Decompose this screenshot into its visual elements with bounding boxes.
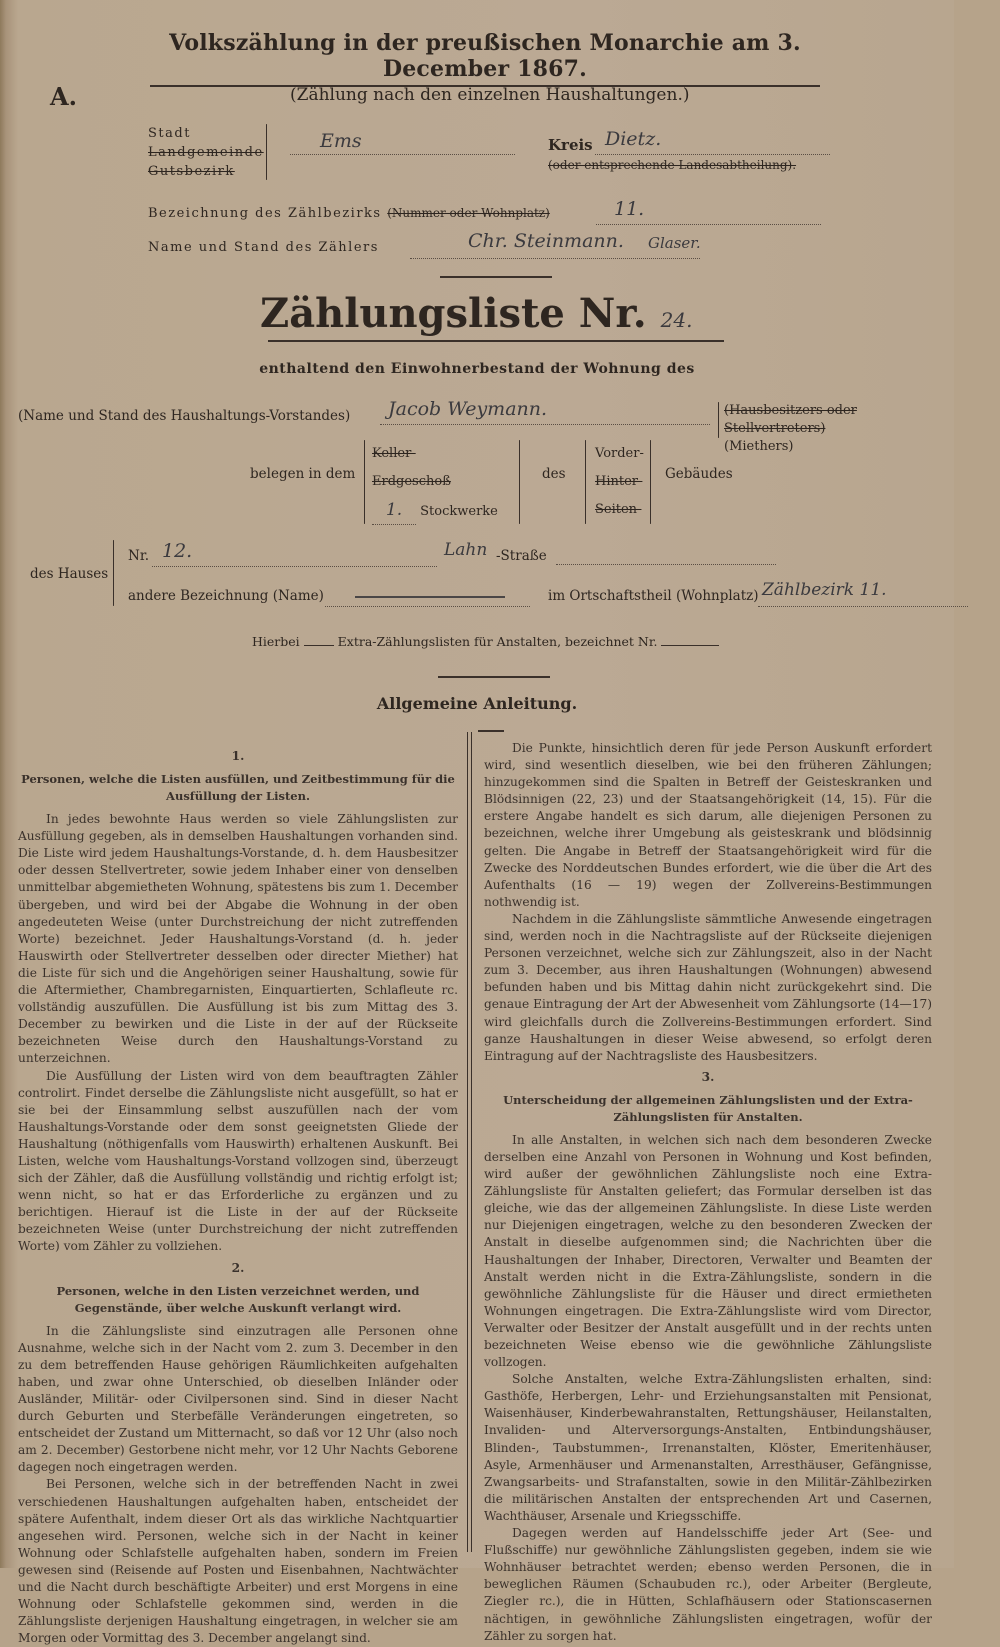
section-2-paragraph-1: In die Zählungsliste sind einzutragen alle Personen ohne Ausnahme, welche sich in der Nacht vom 2. zum 3. December in den zu dem betreffenden Hause gehörigen Räumlichkeiten aufgehalten haben, und zwar ohne Unterschied, ob dieselben Inländer oder Ausländer, Militär- oder Civilpersonen sind. Sind in dieser Nacht durch Geburten und Sterbefälle Veränderungen eingetreten, so entscheidet der Zustand um Mitternacht, so daß vor 12 Uhr (also noch am 2. December) Gestorbene nicht mehr, vor 12 Uhr Nachts Geborene dagegen noch eingetragen werden.	[18, 1323, 458, 1475]
section-2-paragraph-2: Bei Personen, welche sich in der betreffenden Nacht in zwei verschiedenen Haushaltungen aufgehalten haben, entscheidet der spätere Aufenthalt, indem dieser Ort als das wirkliche Nachtquartier angesehen wird. Personen, welche sich in der Nacht in keiner Wohnung oder Schlafstelle aufgehalten haben, sondern im Freien gewesen sind (Reisende auf Posten und Eisenbahnen, Nachtwächter und die Nacht durch beschäftigte Arbeiter) und erst Morgens in eine Wohnung oder Schlafstelle gekommen sind, werden in die Zählungsliste derjenigen Haushaltung eingetragen, in welcher sie am Morgen oder Vormittag des 3. December angelangt sind.	[18, 1477, 458, 1646]
building-brace-left	[585, 440, 586, 524]
kreis-value: Dietz.	[605, 128, 662, 150]
district-struck-note: (Nummer oder Wohnplatz)	[387, 206, 550, 220]
floor-option-stockwerke-label: Stockwerke	[420, 504, 498, 519]
list-contains-text: enthaltend den Einwohnerbestand der Wohnung des	[259, 361, 695, 377]
location-middle: des	[542, 466, 566, 482]
place-field[interactable]	[290, 132, 515, 155]
house-district-label: im Ortschaftstheil (Wohnplatz)	[548, 588, 759, 604]
house-nr-label: Nr.	[128, 548, 150, 564]
separator-rule-2	[438, 676, 550, 678]
house-other-label: andere Bezeichnung (Name)	[128, 588, 324, 604]
section-1-paragraph-2: Die Ausfüllung der Listen wird von dem beauftragten Zähler controlirt. Findet derselbe die Zählungsliste nicht ausgefüllt, so hat er sie bei der Einsammlung selbst auszufüllen nach der vom Haushaltungs-Vorstande oder dem sonst geeignetsten Gliede der Haushaltung (nöthigenfalls vom Hauswirth) erhaltenen Auskunft. Bei Listen, welche vom Haushaltungs-Vorstand vollzogen sind, überzeugt sich der Zähler, daß die Ausfüllung vollständig und richtig erfolgt ist; wenn nicht, so hat er das Erforderliche zu ergänzen und zu berichtigen. Hierauf ist die Liste in der auf der Rückseite bezeichneten Weise (unter Durchstreichung der nicht zutreffenden Worte) vom Zähler zu vollziehen.	[18, 1068, 458, 1254]
section-1-heading: Personen, welche die Listen ausfüllen, und Zeitbestimmung für die Ausfüllung der Listen.	[21, 772, 455, 804]
household-role-brace	[718, 402, 719, 438]
form-subtitle: (Zählung nach den einzelnen Haushaltungen.)	[290, 85, 690, 105]
list-heading-underline	[268, 340, 724, 342]
household-head-value: Jacob Weymann.	[388, 398, 548, 420]
district-field[interactable]	[596, 198, 821, 225]
section-2-number: 2.	[231, 1260, 245, 1275]
form-letter: A.	[50, 82, 77, 111]
extra-count-field[interactable]	[304, 645, 334, 646]
section-1-paragraph-1: In jedes bewohnte Haus werden so viele Zählungslisten zur Ausfüllung gegeben, als in demselben Haushaltungen vorhanden sind. Die Liste wird jedem Haushaltungs-Vorstande, d. h. dem Hausbesitzer oder dessen Stellvertreter, sowie jedem Inhaber einer von denselben unmittelbar abgemietheten Wohnung, spätestens bis zum 1. December übergeben, und wird bei der Abgabe die Wohnung in der oben angedeuteten Weise (unter Durchstreichung der nicht zutreffenden Worte) bezeichnet. Jeder Haushaltungs-Vorstand (d. h. jeder Hauswirth oder Stellvertreter desselben oder directer Miether) hat die Liste für sich und die Angehörigen seiner Haushaltung, sowie für die Aftermiether, Chambregarnisten, Einquartierten, Schlafleute rc. vollständig auszufüllen. Die Ausfüllung ist bis zum Mittag des 3. December zu bewirken und die Liste in der auf der Rückseite bezeichneten Weise durch den Haushaltungs-Vorstand zu unterzeichnen.	[18, 812, 458, 1066]
household-head-field[interactable]	[380, 400, 710, 425]
place-brace	[266, 124, 267, 180]
extra-number-field[interactable]	[661, 645, 719, 646]
house-label: des Hauses	[30, 566, 109, 582]
instructions-title-rule	[478, 730, 504, 732]
house-other-field[interactable]	[325, 584, 530, 607]
location-prefix: belegen in dem	[250, 466, 356, 482]
house-street-value: Lahn	[444, 540, 488, 560]
kreis-label: Kreis	[548, 136, 593, 154]
extra-lists-line	[252, 634, 719, 649]
kreis-note: (oder entsprechende Landesabtheilung).	[548, 158, 797, 172]
section-3-heading: Unterscheidung der allgemeinen Zählungslisten und der Extra-Zählungslisten für Anstalten.	[503, 1092, 913, 1124]
section-1-number: 1.	[231, 749, 245, 763]
house-nr-value: 12.	[162, 540, 193, 562]
building-option-hinter: Hinter-	[595, 474, 643, 489]
house-district-field[interactable]	[758, 580, 968, 607]
instructions-right-column	[484, 740, 932, 1645]
extra-prefix: Hierbei	[252, 634, 300, 649]
floor-option-keller: Keller-	[372, 446, 416, 461]
section-3-paragraph-2: Solche Anstalten, welche Extra-Zählungslisten erhalten, sind: Gasthöfe, Herbergen, Lehr- und Erziehungsanstalten mit Pensionat, Waisenhäuser, Kinderbewahranstalten, Rettungshäuser, Heilanstalten, Invaliden- und Alterversorgungs-Anstalten, Entbindungshäuser, Blinden-, Taubstummen-, Irrenanstalten, Klöster, Emeritenhäuser, Asyle, Armenhäuser und Armenanstalten, Arresthäuser, Gefängnisse, Zwangsarbeits- und Strafanstalten, sowie in den Militär-Zählbezirken die militärischen Anstalten der entsprechenden Art und Casernen, Wachthäuser, Arsenale und Kriegsschiffe.	[484, 1372, 932, 1523]
household-role	[724, 402, 954, 456]
section-2b-paragraph-1: Die Punkte, hinsichtlich deren für jede Person Auskunft erfordert wird, sind wesentlich dieselben, wie bei den früheren Zählungen; hinzugekommen sind die Spalten in Betreff der Geisteskranken und Blödsinnigen (22, 23) und der Staatsangehörigkeit (14, 15). Für die erstere Angabe handelt es sich darum, alle diejenigen Personen zu bezeichnen, welche ihrer Umgebung als geisteskrank und blödsinnig gelten. Die Angabe in Betreff der Staatsangehörigkeit wird für die Zwecke des Norddeutschen Bundes erfordert, wie die über die Art des Aufenthalts (16 — 19) wegen der Zollvereins-Bestimmungen nothwendig ist.	[484, 741, 932, 909]
instructions-title: Allgemeine Anleitung.	[376, 694, 578, 713]
list-heading-label: Zählungsliste Nr.	[260, 290, 647, 337]
location-suffix: Gebäudes	[665, 466, 733, 482]
kreis-field[interactable]	[595, 128, 830, 155]
house-other-dash	[355, 596, 505, 598]
floor-brace-left	[364, 440, 365, 524]
building-option-vorder: Vorder-	[595, 446, 644, 461]
house-street-extra-field[interactable]	[556, 544, 776, 565]
district-label-text: Bezeichnung des Zählbezirks	[148, 206, 382, 221]
building-option-seiten: Seiten-	[595, 502, 642, 517]
enumerator-field[interactable]	[410, 230, 701, 259]
house-nr-field[interactable]	[152, 540, 488, 567]
house-district-value: Zählbezirk 11.	[762, 580, 887, 600]
district-value: 11.	[614, 198, 645, 220]
household-role-value: (Miethers)	[724, 439, 794, 454]
section-3-paragraph-1: In alle Anstalten, in welchen sich nach dem besonderen Zwecke derselben eine Anzahl von Personen in Wohnung und Kost befinden, wird außer der gewöhnlichen Zählungsliste noch eine Extra-Zählungsliste für Anstalten geliefert; das Formular derselben ist das gleiche, wie das der allgemeinen Zählungsliste. In diese Liste werden nur Diejenigen eingetragen, welche zu den besonderen Zwecken der Anstalt in dieselbe aufgenommen sind; die Nachrichten über die Haushaltungen der Inhaber, Directoren, Verwalter und Beamten der Anstalt werden nicht in die Extra-Zählungsliste, sondern in die gewöhnliche Zählungsliste für die Häuser und direct ermietheten Wohnungen eingetragen. Die Extra-Zählungsliste wird vom Director, Verwalter oder Besitzer der Anstalt ausgefüllt und in der rechts unten bezeichneten Weise ebenso wie die gewöhnliche Zählungsliste vollzogen.	[484, 1132, 932, 1370]
column-divider	[467, 732, 472, 1552]
building-brace-right	[650, 440, 651, 524]
list-number: 24.	[660, 308, 693, 332]
building-options	[595, 440, 644, 524]
place-value: Ems	[320, 130, 362, 152]
enumerator-label: Name und Stand des Zählers	[148, 240, 379, 255]
section-3-paragraph-3: Dagegen werden auf Handelsschiffe jeder Art (See- und Flußschiffe) nur gewöhnliche Zählungslisten gegeben, indem sie wie Wohnhäuser betrachtet werden; ebenso werden Personen, die in beweglichen Räumen (Schaubuden rc.), oder Arbeiter (Bergleute, Ziegler rc.), die in Hütten, Schlafhäusern oder Stationscasernen nächtigen, in gewöhnliche Zählungslisten eingetragen, wofür der Zähler zu sorgen hat.	[484, 1526, 932, 1643]
household-role-struck: (Hausbesitzers oder Stellvertreters)	[724, 403, 857, 436]
form-title: Volkszählung in der preußischen Monarchie am 3. December 1867.	[150, 30, 820, 87]
floor-brace-right	[519, 440, 520, 524]
place-option-gutsbezirk: Gutsbezirk	[148, 164, 235, 179]
place-option-landgemeinde: Landgemeinde	[148, 145, 264, 160]
floor-option-erdgeschoss: Erdgeschoß	[372, 474, 451, 489]
place-type-options	[148, 124, 264, 181]
floor-value[interactable]: 1.	[372, 496, 416, 525]
list-heading	[260, 290, 692, 337]
enumerator-name: Chr. Steinmann.	[468, 230, 624, 252]
extra-text: Extra-Zählungslisten für Anstalten, bezeichnet Nr.	[337, 634, 658, 649]
separator-rule	[440, 276, 552, 278]
floor-options	[372, 440, 498, 526]
section-2b-paragraph-2: Nachdem in die Zählungsliste sämmtliche Anwesende eingetragen sind, werden noch in die Nachtragsliste auf der Rückseite diejenigen Personen verzeichnet, welche sich zur Zählungszeit, also in der Nacht zum 3. December, aus ihren Haushaltungen (Wohnungen) abwesend befunden haben und bis Mittag dahin nicht zurückgekehrt sind. Die genaue Eintragung der Art der Abwesenheit vom Zählungsorte (14—17) wird gleichfalls durch die Zollvereins-Bestimmungen erfordert. Sind ganze Haushaltungen in dieser Weise abwesend, so erfolgt deren Eintragung auf der Nachtragsliste des Hausbesitzers.	[484, 911, 932, 1063]
district-label	[148, 206, 550, 221]
house-street-label: -Straße	[496, 548, 547, 564]
place-option-stadt: Stadt	[148, 126, 191, 141]
floor-option-stockwerke	[372, 496, 498, 526]
house-brace	[113, 540, 114, 606]
instructions-left-column	[18, 744, 458, 1647]
enumerator-occupation: Glaser.	[648, 234, 701, 252]
household-head-label: (Name und Stand des Haushaltungs-Vorstandes)	[18, 408, 351, 424]
section-2-heading: Personen, welche in den Listen verzeichnet werden, und Gegenstände, über welche Auskunft verlangt wird.	[56, 1283, 420, 1315]
section-3-number: 3.	[701, 1069, 715, 1084]
